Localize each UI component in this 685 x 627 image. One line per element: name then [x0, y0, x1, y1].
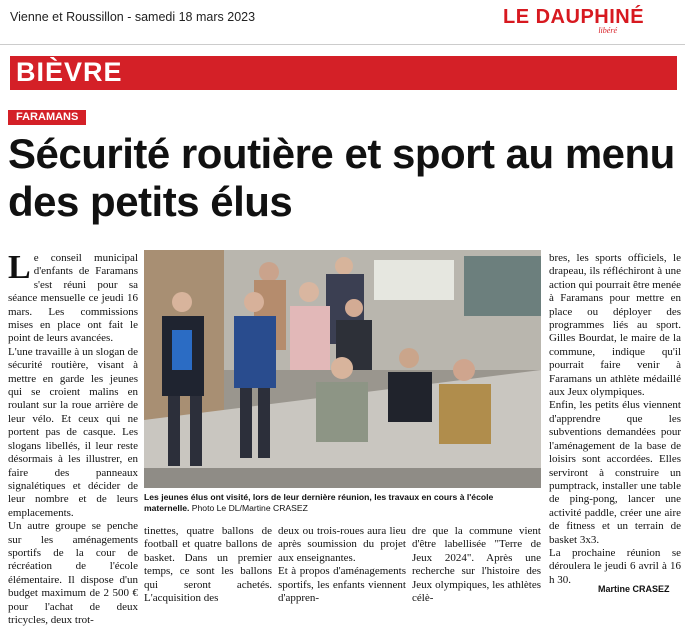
column-1 — [8, 249, 138, 627]
dropcap: L — [8, 249, 31, 286]
edition-line: Vienne et Roussillon - samedi 18 mars 2023 — [10, 10, 256, 24]
paragraph: tinettes, quatre ballons de football et quatre ballons de basket. Dans un premier temps, ce sont les ballons qui seront achetés. L'acquisition des — [144, 525, 272, 605]
column-3b — [412, 525, 541, 605]
photo-credit: Photo Le DL/Martine CRASEZ — [191, 503, 308, 513]
column-2 — [144, 525, 272, 605]
photo-illustration — [144, 250, 541, 488]
photo-caption — [144, 492, 541, 514]
paragraph: deux ou trois-roues aura lieu après soumission du projet aux enseignantes. — [278, 525, 406, 564]
column-4 — [549, 252, 681, 587]
column-3 — [278, 525, 406, 605]
author-signature: Martine CRASEZ — [598, 584, 670, 594]
paragraph: Enfin, les petits élus viennent d'apprendre que les subventions demandées pour l'aménagement de la base de loisirs sont accordées. Elles serviront à construire un pumptrack, installer une table de ping-pong, lancer une activité paddle, créer une aire de fitness et un terrain de basket 3x3. — [549, 399, 681, 546]
location-tag: FARAMANS — [8, 110, 86, 125]
paragraph: Et à propos d'aménagements sportifs, les enfants viennent d'appren- — [278, 565, 406, 605]
paragraph: L'une travaille à un slogan de sécurité routière, visant à mettre en garde les jeunes qui se croient malins en roulant sur la roue arrière de leur vélo. Et ceux qui ne portent pas de casque. Les slogans libellés, il leur reste désormais à les illustrer, en faire des panneaux signalétiques et décider de leur nombre et de leurs emplacements. — [8, 345, 138, 519]
paragraph: Le conseil municipal d'enfants de Faramans s'est réuni pour sa séance mensuelle ce jeudi 16 mars. Les commissions mises en place ont fait le point de leurs avancées. — [8, 249, 138, 345]
newspaper-logo — [503, 6, 655, 38]
article-headline: Sécurité routière et sport au menu des petits élus — [8, 130, 675, 225]
paragraph: La prochaine réunion se déroulera le jeudi 6 avril à 16 h 30. — [549, 546, 681, 586]
logo-wordmark: LE DAUPHINÉ — [503, 6, 645, 28]
header-divider — [0, 44, 685, 45]
section-label: BIÈVRE — [16, 57, 123, 87]
paragraph: Un autre groupe se penche sur les aménagements sportifs de la cour de récréation de l'école élémentaire. Il dispose d'un budget maximum de 2 500 € pour l'achat de deux tricycles, deux trot- — [8, 520, 138, 626]
paragraph: bres, les sports officiels, le drapeau, ils réfléchiront à une action qui pourrait être menée à Faramans pour mettre en place ou déployer des programmes liés au sport. Gilles Bourdat, le maire de la commune, indique qu'il pourrait faire venir à Faramans un athlète médaillé aux Jeux olympiques. — [549, 252, 681, 399]
logo-subtitle: libéré — [598, 26, 617, 35]
caption-text: Les jeunes élus ont visité, lors de leur dernière réunion, les travaux en cours à l'école maternelle. — [144, 492, 494, 513]
paragraph: dre que la commune vient d'être labellisée "Terre de Jeux 2024". Après une recherche sur l'histoire des Jeux olympiques, les athlètes célè- — [412, 525, 541, 605]
section-banner — [10, 56, 677, 90]
article-photo — [144, 250, 541, 488]
